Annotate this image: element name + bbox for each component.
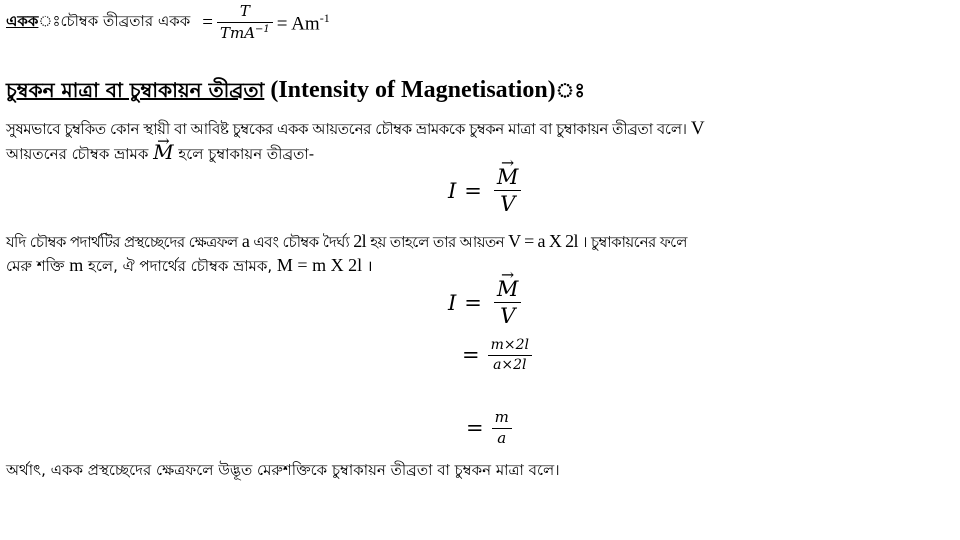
heading-bengali: চুম্বকন মাত্রা বা চুম্বাকায়ন তীব্রতা — [6, 78, 265, 102]
step3-equals: = — [466, 416, 484, 441]
unit-line — [6, 4, 330, 42]
equation-intensity — [448, 166, 525, 215]
equation-derivation-step3 — [466, 410, 516, 447]
eq1-denominator: V — [500, 192, 516, 217]
eq1-fraction — [494, 166, 522, 215]
unit-frac-denominator: TmA$^{-1}$ — [219, 24, 270, 43]
fraction-bar — [488, 355, 532, 356]
equation-derivation-step1 — [448, 278, 525, 327]
step3-denominator: a — [497, 429, 507, 448]
unit-text: চৌম্বক তীব্রতার একক — [60, 12, 191, 31]
definition-line-1: সুষমভাবে চুম্বকিত কোন স্থায়ী বা আবিষ্ট চুম্বকের একক আয়তনের চৌম্বক ভ্রামককে চুম্বকন মাত্রা বা চুম্বাকায়ন তীব্রতা বলে। V — [6, 118, 705, 139]
step2-fraction — [488, 338, 532, 373]
unit-colon: ঃ — [38, 12, 61, 31]
step2-numerator: m×2l — [490, 337, 529, 353]
derivation-line-1: যদি চৌম্বক পদার্থটির প্রস্থচ্ছেদের ক্ষেত্রফল a এবং চৌম্বক দৈর্ঘ্য 2l হয় তাহলে তার আয়তন V = a X 2l । চুম্বাকায়নের ফলে — [6, 231, 687, 251]
section-heading — [6, 76, 585, 109]
eq2-fraction — [494, 278, 522, 327]
step3-numerator: m — [494, 408, 509, 426]
definition-line-2: আয়তনের চৌম্বক ভ্রামক → M হলে চুম্বাকায়ন তীব্রতা- — [6, 141, 956, 166]
eq2-denominator: V — [500, 304, 516, 329]
unit-label: একক — [6, 12, 39, 31]
unit-equals: = — [202, 11, 213, 33]
unit-frac-numerator: T — [239, 2, 250, 20]
derivation-paragraph — [6, 230, 956, 278]
step2-equals: = — [462, 343, 480, 368]
step3-fraction — [492, 410, 512, 447]
fraction-bar — [494, 302, 522, 303]
conclusion-text: অর্থাৎ, একক প্রস্থচ্ছেদের ক্ষেত্রফলে উদ্ভূত মেরুশক্তিকে চুম্বাকায়ন তীব্রতা বা চুম্বকন মাত্রা বলে। — [6, 461, 560, 479]
heading-colon: ঃ — [555, 78, 586, 102]
derivation-line-2: মেরু শক্তি m হলে, ঐ পদার্থের চৌম্বক ভ্রামক, M = m X 2l । — [6, 255, 373, 275]
unit-fraction — [217, 4, 273, 42]
equation-derivation-step2 — [462, 338, 536, 373]
eq1-lhs: I — [448, 178, 457, 203]
eq1-equals: = — [464, 178, 482, 203]
moment-vector-symbol: → M — [153, 141, 173, 164]
step2-denominator: a×2l — [493, 356, 527, 373]
unit-result: = $Am^{-1}$ — [276, 10, 330, 35]
fraction-bar — [494, 190, 522, 191]
definition-paragraph — [6, 117, 956, 166]
eq2-numerator: → M — [494, 278, 522, 300]
heading-english: (Intensity of Magnetisation) — [264, 77, 556, 103]
eq2-equals: = — [464, 290, 482, 315]
fraction-bar — [217, 22, 273, 23]
eq2-lhs: I — [448, 290, 457, 315]
eq1-numerator: → M — [494, 166, 522, 188]
